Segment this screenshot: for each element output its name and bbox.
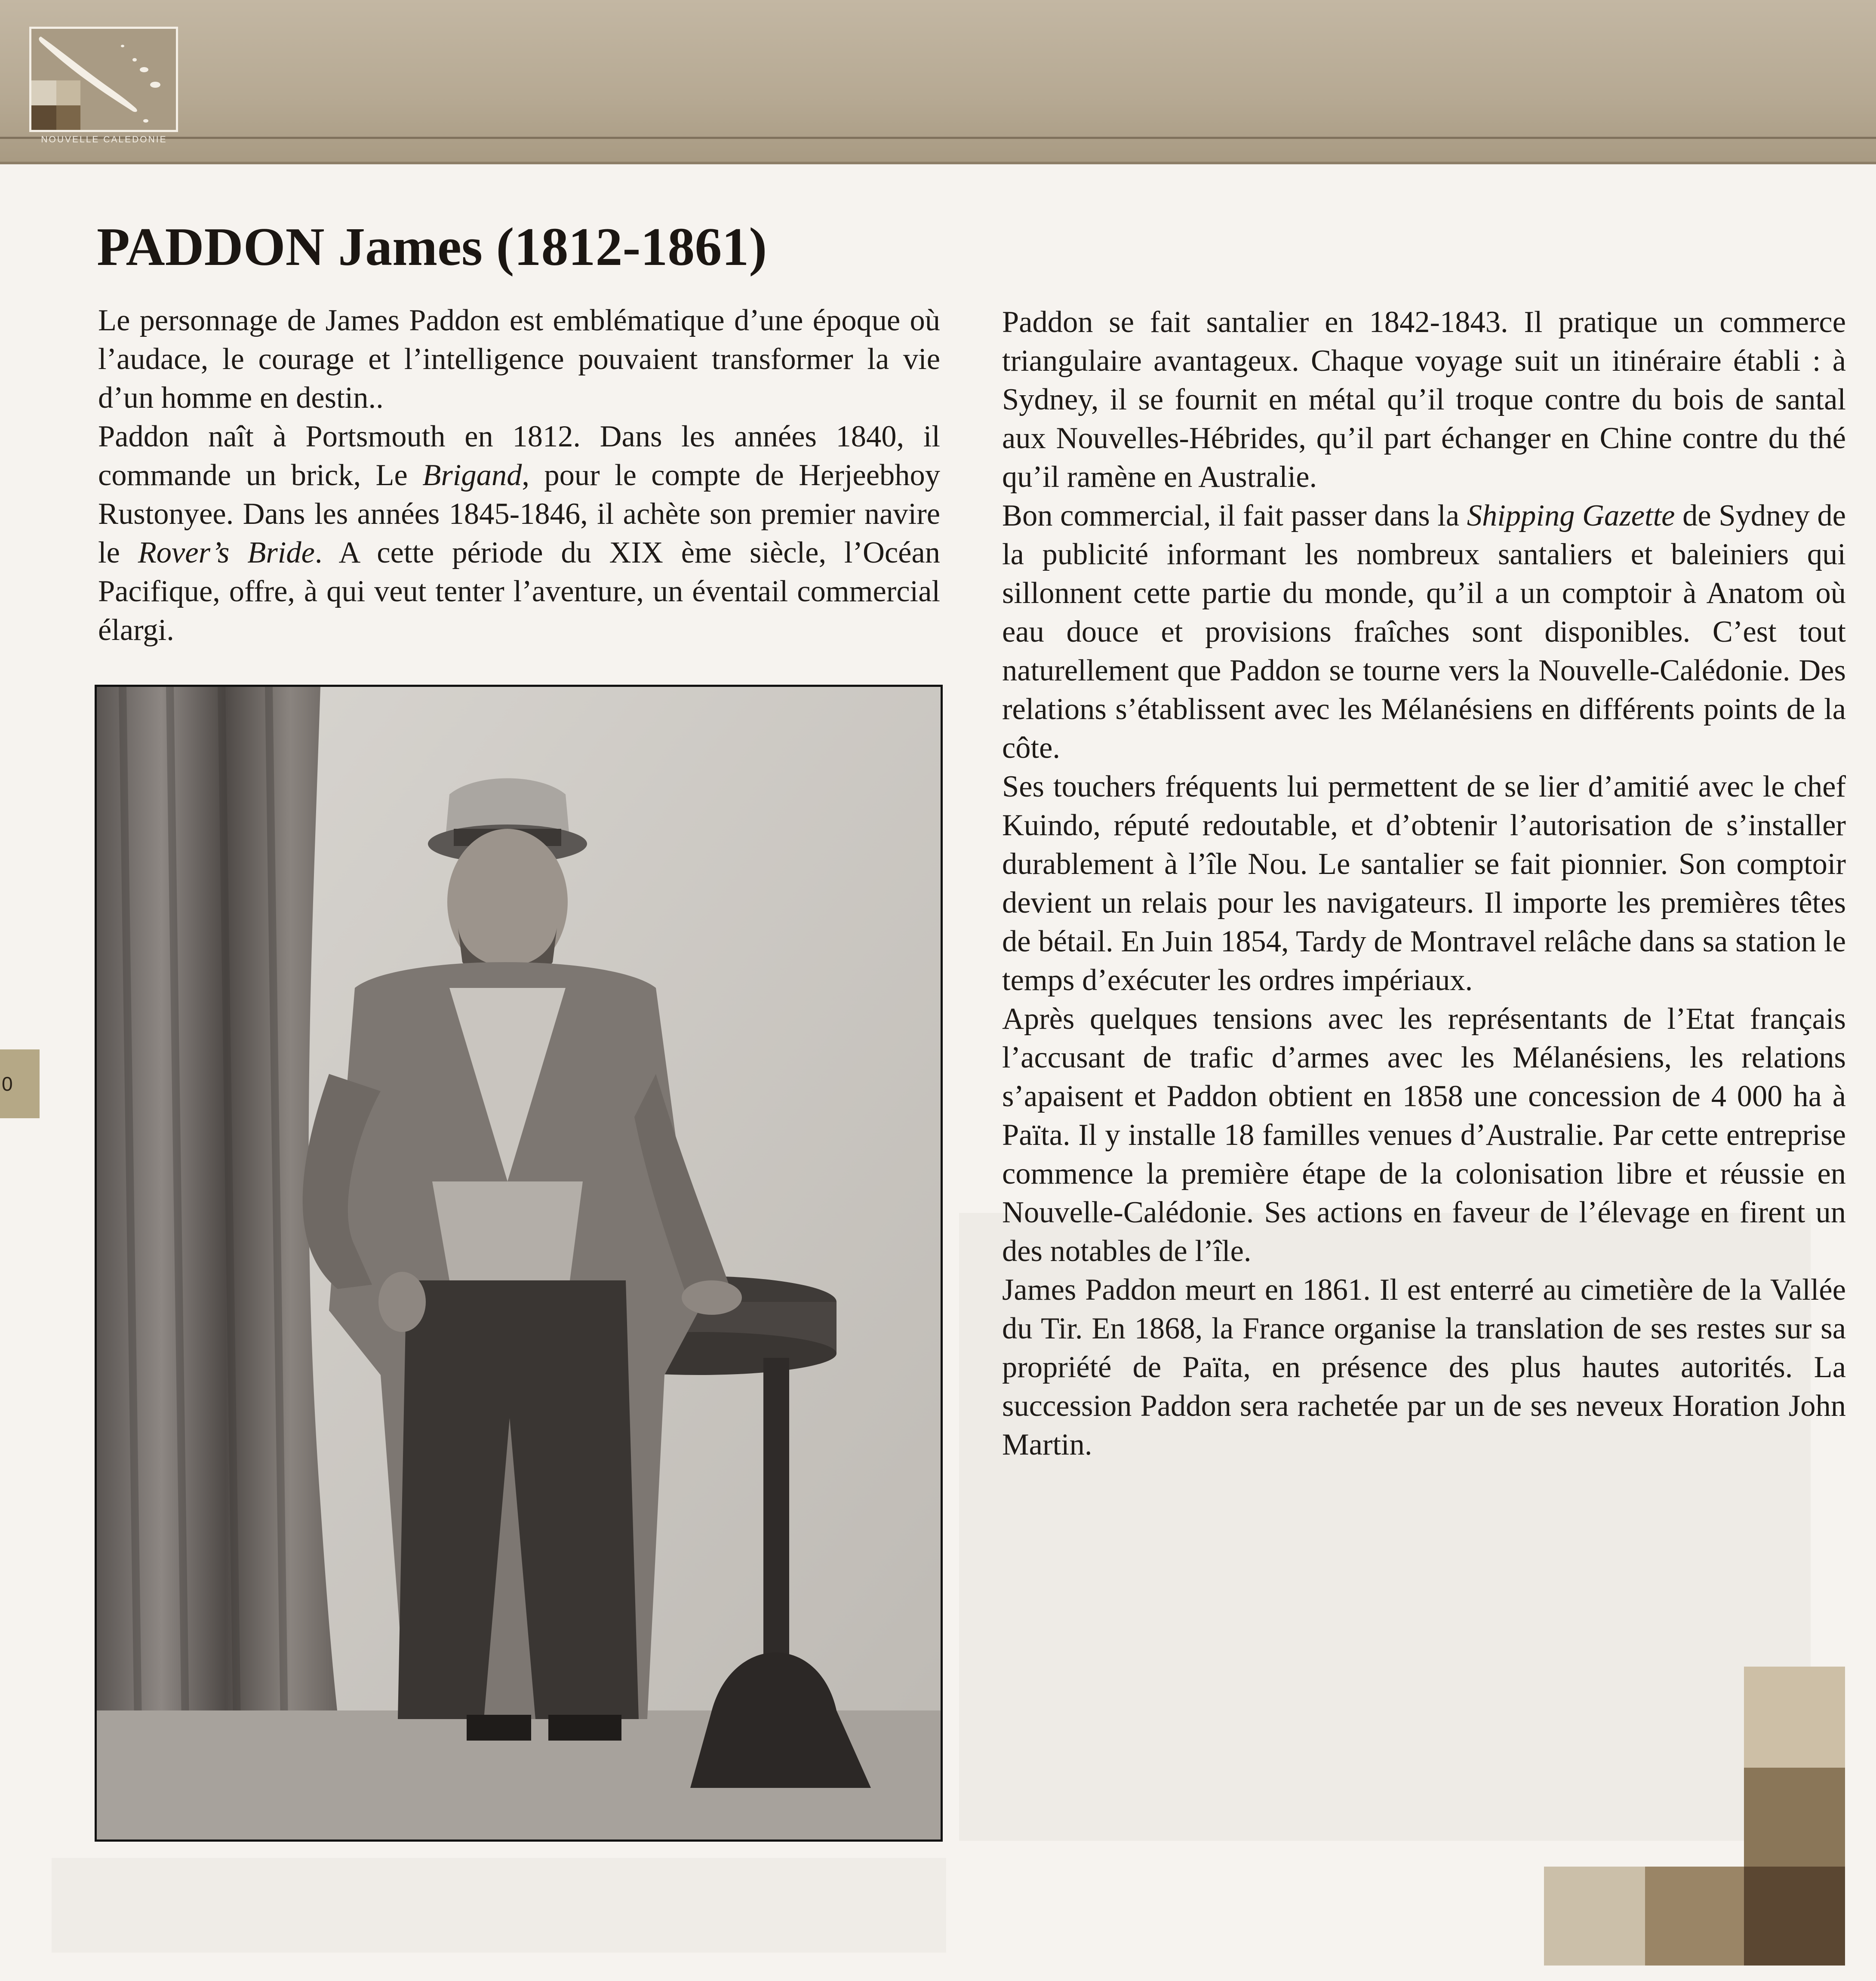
paragraph	[1002, 303, 1846, 496]
header-divider	[0, 137, 1876, 139]
decorative-square-dark	[1744, 1867, 1845, 1966]
new-caledonia-map-icon	[31, 29, 176, 130]
decorative-square-mid2	[1645, 1867, 1744, 1966]
portrait-illustration	[97, 687, 941, 1840]
paragraph	[1002, 1270, 1846, 1464]
article-title: PADDON James (1812-1861)	[97, 217, 767, 277]
text-run: James Paddon meurt en 1861. Il est enterré au cimetière de la Vallée du Tir. En 1868, la France organise la translation de ses restes sur sa propriété de Païta, en présence des plus hautes autorités. La succession Paddon sera rachetée par un de ses neveux Horation John Martin.	[1002, 1273, 1846, 1461]
paragraph	[1002, 767, 1846, 1000]
text-run: Paddon se fait santalier en 1842-1843. Il pratique un commerce triangulaire avantageux. Chaque voyage suit un itinéraire établi : à Sydney, il se fournit en métal qu’il troque contre du bois de santal aux Nouvelles-Hébrides, qu’il part échanger en Chine contre du thé qu’il ramène en Australie.	[1002, 305, 1846, 494]
paragraph	[1002, 496, 1846, 767]
decorative-square-lightest	[1544, 1867, 1645, 1966]
article-column-right	[1002, 303, 1846, 1464]
ship-name: Rover’s Bride	[138, 536, 315, 569]
ship-name: Brigand	[422, 458, 522, 492]
header-divider-lower	[0, 162, 1876, 164]
paragraph	[1002, 1000, 1846, 1270]
text-run: . A cette période du XIX ème siècle, l’Océan Pacifique, offre, à qui veut tenter l’aventure, un éventail commercial élargi.	[98, 536, 940, 647]
article-column-left	[98, 301, 940, 649]
header-band	[0, 0, 1876, 163]
page-number-tab: 0	[0, 1049, 40, 1118]
portrait-photo	[95, 685, 943, 1842]
logo	[29, 27, 178, 132]
text-run: Ses touchers fréquents lui permettent de se lier d’amitié avec le chef Kuindo, réputé redoutable, et d’obtenir l’autorisation de s’installer durablement à l’île Nou. Le santalier se fait pionnier. Son comptoir devient un relais pour les navigateurs. Il importe les premières têtes de bétail. En Juin 1854, Tardy de Montravel relâche dans sa station le temps d’exécuter les ordres impériaux.	[1002, 770, 1846, 997]
text-run: Après quelques tensions avec les représentants de l’Etat français l’accusant de trafic d’armes avec les Mélanésiens, les relations s’apaisent et Paddon obtient en 1858 une concession de 4 000 ha à Païta. Il y installe 18 familles venues d’Australie. Par cette entreprise commence la première étape de la colonisation libre et réussie en Nouvelle-Calédonie. Ses actions en faveur de l’élevage en firent un des notables de l’île.	[1002, 1002, 1846, 1268]
text-run: , pour le compte de Herjeebhoy Rustonyee. Dans les années 1845-1846, il achète son premier navire le	[98, 458, 940, 569]
text-run: de Sydney de la publicité informant les nombreux santaliers et baleiniers qui sillonnent cette partie du monde, qu’il a un comptoir à Anatom où eau douce et provisions fraîches sont disponibles. C’est tout naturellement que Paddon se tourne vers la Nouvelle-Calédonie. Des relations s’établissent avec les Mélanésiens en différents points de la côte.	[1002, 499, 1846, 765]
newspaper-name: Shipping Gazette	[1467, 499, 1675, 532]
text-run: Paddon naît à Portsmouth en 1812. Dans les années 1840, il commande un brick, Le	[98, 420, 940, 492]
text-run: Le personnage de James Paddon est emblématique d’une époque où l’audace, le courage et l’intelligence pouvaient transformer la vie d’un homme en destin..	[98, 304, 940, 415]
text-run: Bon commercial, il fait passer dans la	[1002, 499, 1467, 532]
logo-caption: NOUVELLE CALEDONIE	[41, 135, 167, 145]
paragraph	[98, 417, 940, 649]
background-panel-bottom	[52, 1858, 946, 1953]
decorative-square-light	[1744, 1667, 1845, 1768]
paragraph	[98, 301, 940, 417]
decorative-square-mid	[1744, 1768, 1845, 1867]
